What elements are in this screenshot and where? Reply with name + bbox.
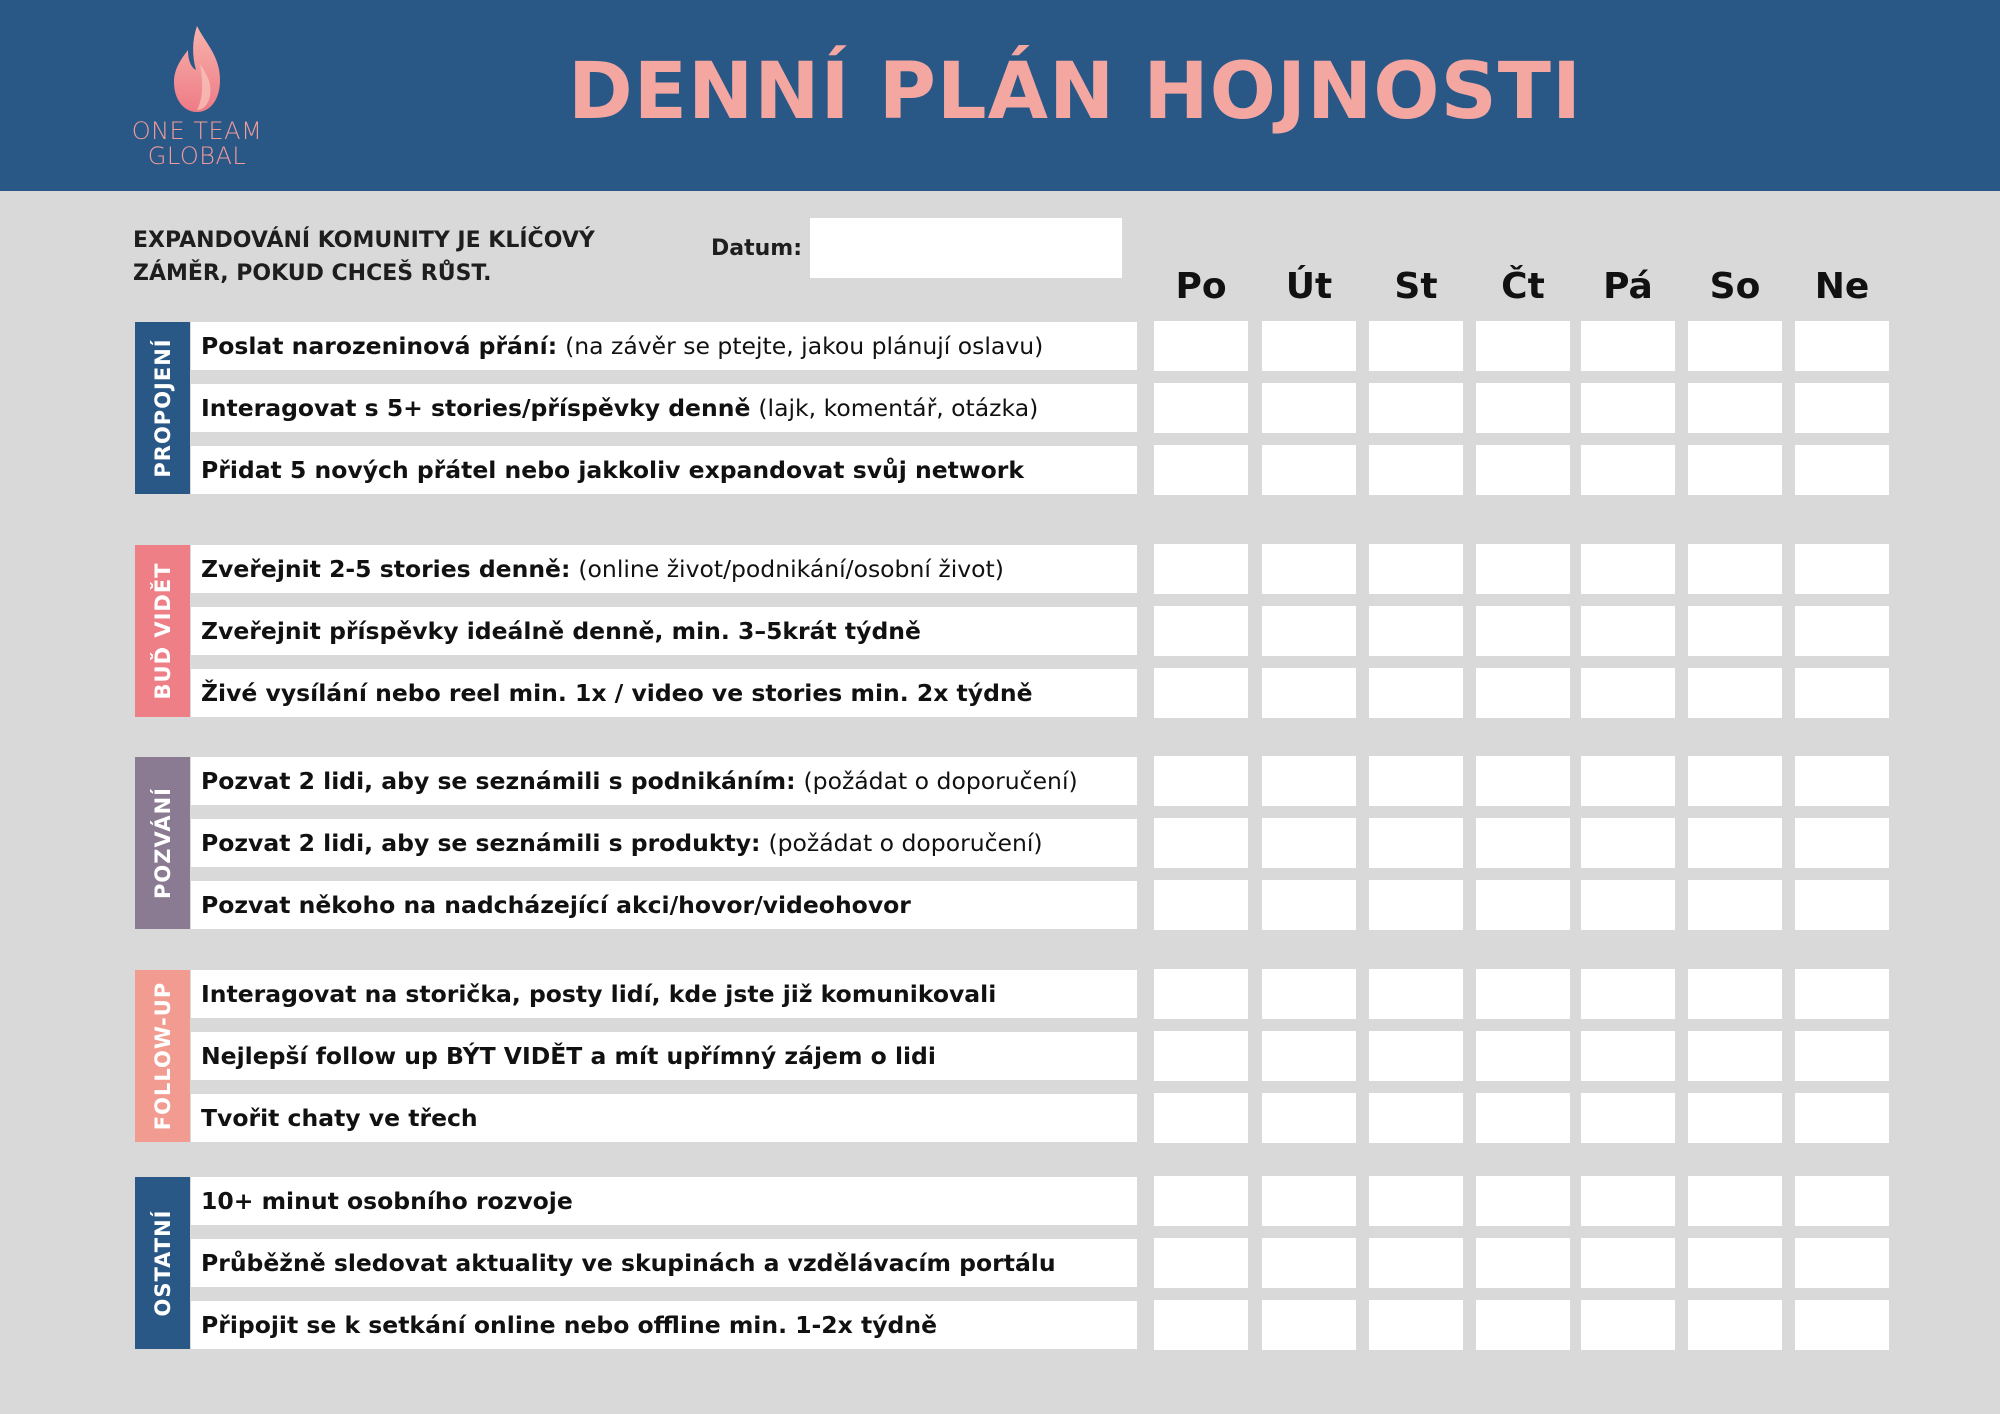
task-title: Tvořit chaty ve třech <box>201 1104 478 1132</box>
day-checkbox-So[interactable] <box>1688 321 1782 371</box>
day-checkbox-Ne[interactable] <box>1795 445 1889 495</box>
day-checkbox-St[interactable] <box>1369 1300 1463 1350</box>
day-checkbox-Čt[interactable] <box>1476 1176 1570 1226</box>
logo-text-line2: GLOBAL <box>147 142 247 170</box>
date-input[interactable] <box>810 218 1122 278</box>
task-note: (požádat o doporučení) <box>768 829 1043 857</box>
day-checkbox-So[interactable] <box>1688 1176 1782 1226</box>
task-title: Pozvat 2 lidi, aby se seznámili s produkty: <box>201 829 761 857</box>
day-checkbox-So[interactable] <box>1688 1238 1782 1288</box>
category-label: PROPOJENÍ <box>150 338 175 478</box>
day-checkbox-So[interactable] <box>1688 668 1782 718</box>
date-label: Datum: <box>711 236 803 261</box>
day-checkbox-Po[interactable] <box>1154 969 1248 1019</box>
day-checkbox-Pá[interactable] <box>1581 1176 1675 1226</box>
day-header-5: So <box>1709 266 1761 307</box>
day-checkbox-So[interactable] <box>1688 818 1782 868</box>
day-checkbox-Út[interactable] <box>1262 1093 1356 1143</box>
day-checkbox-So[interactable] <box>1688 445 1782 495</box>
day-header-4: Pá <box>1603 266 1653 307</box>
task-row <box>191 669 1137 717</box>
day-header-2: St <box>1394 266 1438 307</box>
task-title: Živé vysílání nebo reel min. 1x / video ve stories min. 2x týdně <box>201 679 1033 707</box>
day-checkbox-Po[interactable] <box>1154 1093 1248 1143</box>
day-checkbox-So[interactable] <box>1688 969 1782 1019</box>
task-row <box>191 384 1137 432</box>
day-checkbox-Pá[interactable] <box>1581 818 1675 868</box>
task-row <box>191 1032 1137 1080</box>
day-checkbox-Út[interactable] <box>1262 818 1356 868</box>
day-checkbox-Čt[interactable] <box>1476 445 1570 495</box>
day-checkbox-St[interactable] <box>1369 880 1463 930</box>
day-checkbox-St[interactable] <box>1369 756 1463 806</box>
task-title: Zveřejnit příspěvky ideálně denně, min. 3–5krát týdně <box>201 617 921 645</box>
category-bar-1 <box>135 545 190 717</box>
task-row <box>191 322 1137 370</box>
day-checkbox-St[interactable] <box>1369 321 1463 371</box>
task-row <box>191 819 1137 867</box>
day-checkbox-St[interactable] <box>1369 1031 1463 1081</box>
day-checkbox-Ne[interactable] <box>1795 1176 1889 1226</box>
task-title: Zveřejnit 2-5 stories denně: <box>201 555 571 583</box>
day-checkbox-Po[interactable] <box>1154 383 1248 433</box>
day-checkbox-Út[interactable] <box>1262 1300 1356 1350</box>
day-checkbox-Út[interactable] <box>1262 445 1356 495</box>
day-checkbox-So[interactable] <box>1688 1300 1782 1350</box>
day-checkbox-Po[interactable] <box>1154 1176 1248 1226</box>
day-checkbox-Út[interactable] <box>1262 383 1356 433</box>
day-checkbox-Po[interactable] <box>1154 606 1248 656</box>
day-checkbox-Út[interactable] <box>1262 969 1356 1019</box>
day-checkbox-Čt[interactable] <box>1476 544 1570 594</box>
category-bar-0 <box>135 322 190 494</box>
day-checkbox-Pá[interactable] <box>1581 969 1675 1019</box>
task-row <box>191 757 1137 805</box>
task-title: 10+ minut osobního rozvoje <box>201 1187 573 1215</box>
day-checkbox-Po[interactable] <box>1154 668 1248 718</box>
day-checkbox-Pá[interactable] <box>1581 756 1675 806</box>
category-bar-4 <box>135 1177 190 1349</box>
logo <box>122 22 272 172</box>
day-checkbox-Čt[interactable] <box>1476 1238 1570 1288</box>
day-checkbox-Ne[interactable] <box>1795 321 1889 371</box>
day-checkbox-Pá[interactable] <box>1581 1093 1675 1143</box>
day-checkbox-Po[interactable] <box>1154 321 1248 371</box>
day-checkbox-Pá[interactable] <box>1581 445 1675 495</box>
day-checkbox-Čt[interactable] <box>1476 1093 1570 1143</box>
day-checkbox-Čt[interactable] <box>1476 880 1570 930</box>
flame-icon <box>170 24 224 114</box>
day-checkbox-Čt[interactable] <box>1476 969 1570 1019</box>
day-checkbox-Ne[interactable] <box>1795 668 1889 718</box>
day-checkbox-Út[interactable] <box>1262 606 1356 656</box>
day-checkbox-St[interactable] <box>1369 1093 1463 1143</box>
day-checkbox-St[interactable] <box>1369 383 1463 433</box>
category-label: BUĎ VIDĚT <box>150 562 175 700</box>
task-title: Pozvat 2 lidi, aby se seznámili s podnikáním: <box>201 767 796 795</box>
day-checkbox-Út[interactable] <box>1262 1238 1356 1288</box>
category-label: OSTATNÍ <box>150 1209 175 1317</box>
day-checkbox-Po[interactable] <box>1154 1300 1248 1350</box>
task-note: (lajk, komentář, otázka) <box>758 394 1039 422</box>
day-checkbox-Pá[interactable] <box>1581 606 1675 656</box>
day-checkbox-Ne[interactable] <box>1795 383 1889 433</box>
category-label: FOLLOW-UP <box>150 981 175 1131</box>
day-header-6: Ne <box>1814 266 1870 307</box>
task-title: Přidat 5 nových přátel nebo jakkoliv expandovat svůj network <box>201 456 1024 484</box>
day-checkbox-Út[interactable] <box>1262 1176 1356 1226</box>
day-checkbox-Pá[interactable] <box>1581 1031 1675 1081</box>
day-checkbox-Čt[interactable] <box>1476 606 1570 656</box>
day-checkbox-Pá[interactable] <box>1581 544 1675 594</box>
day-checkbox-St[interactable] <box>1369 445 1463 495</box>
day-checkbox-Ne[interactable] <box>1795 880 1889 930</box>
task-row <box>191 1177 1137 1225</box>
task-row <box>191 970 1137 1018</box>
category-label: POZVÁNÍ <box>150 787 175 899</box>
task-title: Pozvat někoho na nadcházející akci/hovor/videohovor <box>201 891 911 919</box>
day-checkbox-Ne[interactable] <box>1795 544 1889 594</box>
day-checkbox-St[interactable] <box>1369 1238 1463 1288</box>
header-banner <box>0 0 2000 191</box>
day-checkbox-St[interactable] <box>1369 668 1463 718</box>
subtitle: EXPANDOVÁNÍ KOMUNITY JE KLÍČOVÝ ZÁMĚR, POKUD CHCEŠ RŮST. <box>133 228 595 286</box>
task-note: (na závěr se ptejte, jakou plánují oslavu) <box>565 332 1044 360</box>
day-checkbox-So[interactable] <box>1688 1031 1782 1081</box>
day-checkbox-So[interactable] <box>1688 1093 1782 1143</box>
day-checkbox-Pá[interactable] <box>1581 1300 1675 1350</box>
day-checkbox-Pá[interactable] <box>1581 383 1675 433</box>
category-bar-2 <box>135 757 190 929</box>
day-checkbox-Po[interactable] <box>1154 445 1248 495</box>
day-checkbox-Út[interactable] <box>1262 321 1356 371</box>
day-checkbox-Út[interactable] <box>1262 668 1356 718</box>
day-checkbox-So[interactable] <box>1688 544 1782 594</box>
day-checkbox-Po[interactable] <box>1154 544 1248 594</box>
day-checkbox-St[interactable] <box>1369 544 1463 594</box>
day-checkbox-Po[interactable] <box>1154 756 1248 806</box>
task-title: Interagovat s 5+ stories/příspěvky denně <box>201 394 751 422</box>
day-checkbox-St[interactable] <box>1369 969 1463 1019</box>
logo-text-line1: ONE TEAM <box>131 117 263 145</box>
day-header-0: Po <box>1175 266 1227 307</box>
task-title: Nejlepší follow up BÝT VIDĚT a mít upřímný zájem o lidi <box>201 1042 936 1070</box>
day-checkbox-Út[interactable] <box>1262 880 1356 930</box>
day-checkbox-Po[interactable] <box>1154 1031 1248 1081</box>
task-row <box>191 1094 1137 1142</box>
day-checkbox-St[interactable] <box>1369 606 1463 656</box>
task-note: (online život/podnikání/osobní život) <box>578 555 1004 583</box>
day-checkbox-Ne[interactable] <box>1795 1238 1889 1288</box>
day-checkbox-Út[interactable] <box>1262 1031 1356 1081</box>
day-checkbox-Čt[interactable] <box>1476 668 1570 718</box>
task-row <box>191 1239 1137 1287</box>
day-checkbox-Út[interactable] <box>1262 756 1356 806</box>
page-title: DENNÍ PLÁN HOJNOSTI <box>567 47 1583 137</box>
day-checkbox-So[interactable] <box>1688 880 1782 930</box>
day-checkbox-So[interactable] <box>1688 756 1782 806</box>
day-checkbox-Čt[interactable] <box>1476 383 1570 433</box>
day-checkbox-Pá[interactable] <box>1581 1238 1675 1288</box>
day-header-3: Čt <box>1501 266 1545 307</box>
task-title: Průběžně sledovat aktuality ve skupinách a vzdělávacím portálu <box>201 1249 1056 1277</box>
task-row <box>191 545 1137 593</box>
day-header-1: Út <box>1285 266 1333 307</box>
category-bar-3 <box>135 970 190 1142</box>
day-checkbox-Pá[interactable] <box>1581 321 1675 371</box>
task-title: Poslat narozeninová přání: <box>201 332 558 360</box>
day-checkbox-Ne[interactable] <box>1795 969 1889 1019</box>
day-checkbox-Ne[interactable] <box>1795 1031 1889 1081</box>
task-row <box>191 607 1137 655</box>
day-checkbox-Pá[interactable] <box>1581 880 1675 930</box>
task-row <box>191 446 1137 494</box>
day-checkbox-Ne[interactable] <box>1795 1300 1889 1350</box>
day-checkbox-St[interactable] <box>1369 818 1463 868</box>
day-checkbox-Po[interactable] <box>1154 880 1248 930</box>
day-checkbox-Ne[interactable] <box>1795 818 1889 868</box>
day-checkbox-Po[interactable] <box>1154 818 1248 868</box>
task-title: Interagovat na storička, posty lidí, kde jste již komunikovali <box>201 980 997 1008</box>
day-checkbox-Čt[interactable] <box>1476 1031 1570 1081</box>
task-row <box>191 1301 1137 1349</box>
day-checkbox-Čt[interactable] <box>1476 321 1570 371</box>
day-checkbox-Čt[interactable] <box>1476 1300 1570 1350</box>
task-title: Připojit se k setkání online nebo offline min. 1-2x týdně <box>201 1311 938 1339</box>
day-checkbox-Pá[interactable] <box>1581 668 1675 718</box>
day-checkbox-St[interactable] <box>1369 1176 1463 1226</box>
day-checkbox-Ne[interactable] <box>1795 756 1889 806</box>
day-checkbox-Ne[interactable] <box>1795 1093 1889 1143</box>
day-checkbox-So[interactable] <box>1688 606 1782 656</box>
day-checkbox-Čt[interactable] <box>1476 756 1570 806</box>
day-checkbox-Ne[interactable] <box>1795 606 1889 656</box>
task-row <box>191 881 1137 929</box>
day-checkbox-So[interactable] <box>1688 383 1782 433</box>
day-checkbox-Po[interactable] <box>1154 1238 1248 1288</box>
day-checkbox-Út[interactable] <box>1262 544 1356 594</box>
task-note: (požádat o doporučení) <box>803 767 1078 795</box>
day-checkbox-Čt[interactable] <box>1476 818 1570 868</box>
